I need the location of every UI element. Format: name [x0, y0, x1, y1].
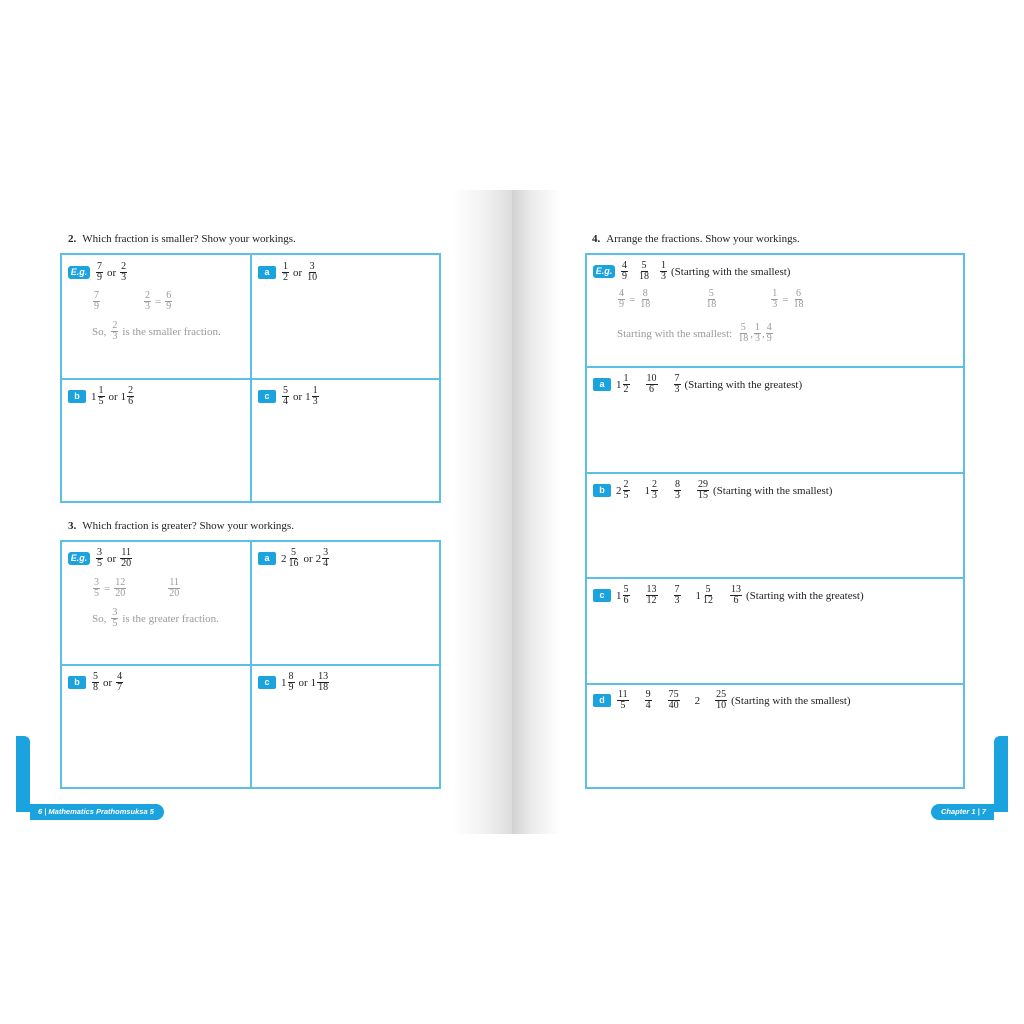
- question-3-title: 3. Which fraction is greater? Show your workings.: [68, 520, 294, 532]
- q4-part-d-cell: d 11 5 9 4 75 40 2 25 10 (Starting with the smallest): [587, 685, 963, 787]
- question-2-grid: [60, 253, 441, 503]
- question-4-grid: [585, 253, 965, 789]
- page-edge-tab: [994, 736, 1008, 812]
- part-a-badge: a: [258, 552, 276, 565]
- question-2-title: 2. Which fraction is smaller? Show your workings.: [68, 233, 296, 245]
- q4-example-cell: E.g. 4 9 5 18 1 3 (Starting with the smallest) $\frac{4}{9}$ = $\frac{8}{18}$ 5 18 $\frac{1}{3}$ = $\frac{6}{18}$ Starting with the smallest: 5 18 , 1 3 , 4 9: [587, 255, 963, 366]
- left-page: [16, 190, 512, 834]
- q4-part-c-cell: c 1 5 6 13 12 7 3 1 5 12 13 6 (Starting with the greatest): [587, 579, 963, 683]
- q2-part-b-cell: b 1 1 5 or 1 2 6: [62, 380, 250, 501]
- page-edge-tab: [16, 736, 30, 812]
- example-badge: E.g.: [68, 552, 90, 565]
- q2-part-a-cell: a 1 2 or 3 10: [252, 255, 441, 378]
- example-badge: E.g.: [68, 266, 90, 279]
- open-workbook: [16, 190, 1008, 834]
- q3-part-a-cell: a 2 5 16 or 2 3 4: [252, 542, 441, 664]
- fraction: 7 9: [97, 261, 102, 283]
- part-c-badge: c: [258, 676, 276, 689]
- q4-part-a-cell: a 1 1 2 10 6 7 3 (Starting with the greatest): [587, 368, 963, 472]
- working-line: 7 9 $\frac{2}{3}$ = $\frac{6}{9}$: [94, 290, 172, 312]
- working-line: $\frac{3}{5}$ = $\frac{12}{20}$ 11 20: [94, 577, 180, 599]
- q3-part-c-cell: c 1 8 9 or 1 13 18: [252, 666, 441, 787]
- right-page-footer: Chapter 1 | 7: [931, 804, 994, 820]
- working-line: $\frac{4}{9}$ = $\frac{8}{18}$ 5 18 $\frac{1}{3}$ = $\frac{6}{18}$: [619, 288, 804, 310]
- part-b-badge: b: [68, 676, 86, 689]
- conclusion-line: So, 2 3 is the smaller fraction.: [92, 320, 221, 342]
- part-b-badge: b: [68, 390, 86, 403]
- fraction: 2 3: [121, 261, 127, 283]
- right-page: [512, 190, 1008, 834]
- q2-example-cell: E.g. 7 9 or 2 3 7 9 $\frac{2}{3}$ = $\frac{6}{9}$ So, 2 3 is the smaller fraction.: [62, 255, 250, 378]
- q3-example-cell: E.g. 3 5 or 11 20 $\frac{3}{5}$ = $\frac{12}{20}$ 11 20 So, 3 5 is the greater fraction.: [62, 542, 250, 664]
- part-a-badge: a: [593, 378, 611, 391]
- question-4-title: 4. Arrange the fractions. Show your workings.: [592, 233, 800, 245]
- conclusion-line: So, 3 5 is the greater fraction.: [92, 607, 219, 629]
- part-c-badge: c: [258, 390, 276, 403]
- left-page-footer: 6 | Mathematics Prathomsuksa 5: [30, 804, 164, 820]
- q3-part-b-cell: b 5 8 or 4 7: [62, 666, 250, 787]
- q2-part-c-cell: c 5 4 or 1 1 3: [252, 380, 441, 501]
- example-badge: E.g.: [593, 265, 615, 278]
- part-d-badge: d: [593, 694, 611, 707]
- part-c-badge: c: [593, 589, 611, 602]
- q4-part-b-cell: b 2 2 5 1 2 3 8 3 29 15 (Starting with the smallest): [587, 474, 963, 577]
- result-line: Starting with the smallest: 5 18 , 1 3 , 4 9: [617, 322, 772, 344]
- part-a-badge: a: [258, 266, 276, 279]
- part-b-badge: b: [593, 484, 611, 497]
- question-3-grid: [60, 540, 441, 789]
